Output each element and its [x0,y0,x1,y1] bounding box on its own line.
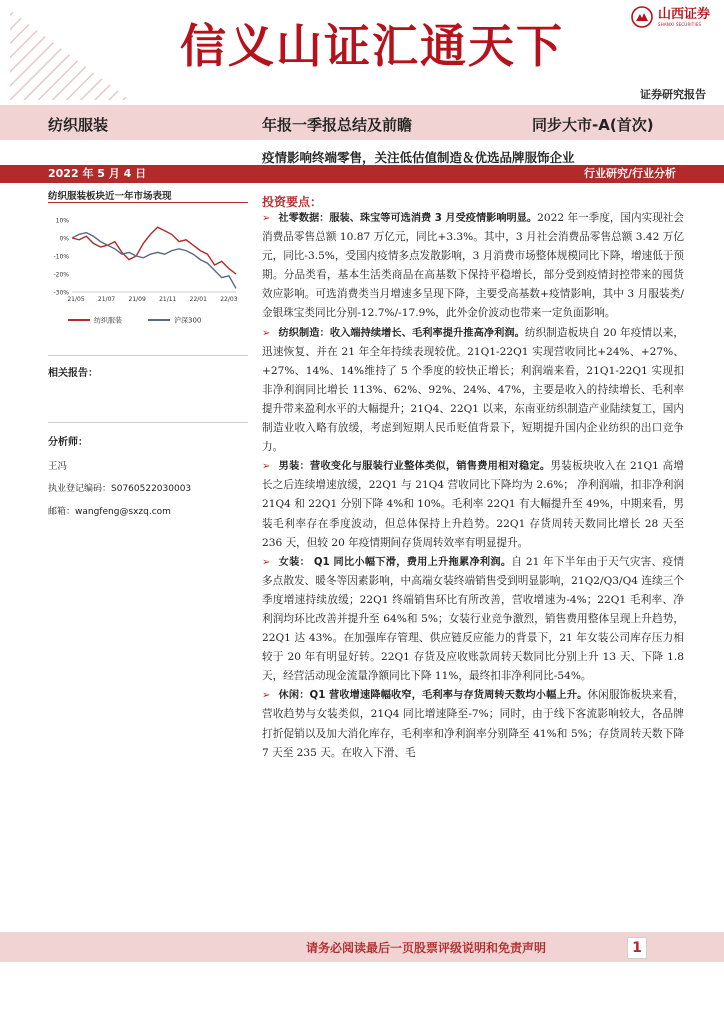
chart-title: 纺织服装板块近一年市场表现 [48,191,172,202]
key-points-title: 投资要点： [262,195,323,209]
key-point-lead: 女装： Q1 同比小幅下滑，费用上升拖累净利润。 [278,556,512,568]
key-point [262,686,684,762]
key-point-text: 休闲服饰板块来看，营收趋势与女装类似，21Q4 同比增速降至-7%；同时，由于线下客流影响较大，各品牌打折促销以及加大消化库存，毛利率和净利润率分别降至 41%和 5%；存货周转天数下降 7 天至 235 天。在收入下滑、毛 [262,689,685,759]
analyst-email[interactable]: 邮箱：wangfeng@sxzq.com [48,507,171,517]
arrow-icon: ➢ [262,213,271,224]
key-points-body [262,209,684,763]
analyst-label: 分析师： [48,437,88,448]
legend-label: 沪深300 [174,316,202,325]
x-tick-label: 21/05 [67,296,85,303]
y-tick-label: -30% [53,289,69,297]
report-title: 年报一季报总结及前瞻 [262,116,413,134]
brand-logo [631,6,710,28]
arrow-icon: ➢ [262,690,271,702]
key-point-lead: 社零数据：服装、珠宝等可选消费 3 月受疫情影响明显。 [278,213,538,224]
x-tick-label: 22/01 [189,296,207,303]
disclaimer: 请务必阅读最后一页股票评级说明和免责声明 [306,941,547,955]
rating: 同步大市-A(首次) [532,116,654,134]
key-point-text: 男装板块收入在 21Q1 高增长之后连续增速放缓，22Q1 与 21Q4 营收同比下降均为 2.6%； 净利润端，扣非净利润 21Q4 和 22Q1 分别下降 4%和 10%。毛利率 22Q1 有大幅提升至 49%，中期来看，男装毛利率存在季度波动，但总体保持上升趋势。22Q1 存货周转天数同比增长 28 天至 236 天，但较 20 年疫情期间存货周转效率有明显提升。 [262,460,685,549]
chart-rule [48,202,248,203]
divider [48,422,248,423]
slogan-text: 信义山证汇通天下 [180,19,564,73]
brand-name: 山西证券 [657,6,710,22]
slogan-logo [10,0,610,100]
legend-label: 纺织服装 [94,316,122,325]
brand-icon [631,6,653,28]
arrow-icon: ➢ [262,461,271,473]
arrow-icon: ➢ [262,556,271,568]
x-tick-label: 21/07 [97,296,116,303]
key-point [262,553,684,687]
related-reports-label: 相关报告： [48,368,98,379]
y-tick-label: -20% [53,271,69,279]
key-point-lead: 纺织制造：收入端持续增长、毛利率提升推高净利润。 [278,327,525,339]
arrow-icon: ➢ [262,327,271,339]
key-point [262,324,684,458]
x-tick-label: 21/11 [159,296,177,303]
key-point [262,457,684,552]
performance-chart [48,212,248,332]
report-category: 行业研究/行业分析 [583,167,676,180]
license-number: 执业登记编码：S0760522030003 [48,484,192,494]
analyst-name: 王冯 [48,461,68,472]
divider [48,355,248,356]
y-tick-label: 0% [59,235,69,243]
brand-name-en: SHANXI SECURITIES [657,21,702,27]
report-date: 2022 年 5 月 4 日 [48,167,147,180]
key-point [262,209,684,324]
report-type: 证券研究报告 [640,88,706,101]
x-tick-label: 21/09 [128,296,146,303]
key-point-text: 2022 年一季度，国内实现社会消费品零售总额 10.87 万亿元，同比+3.3%。其中，3 月社会消费品零售总额 3.42 万亿元，同比-3.5%，受国内疫情多点发散影响，3 月消费市场整体规模同比下降，增速低于预期。分品类看，基本生活类商品在高基数下保持平稳增长，部分受到疫情封控带来的囤货效应影响。可选消费类当月增速多呈现下降，主要受高基数+疫情影响，其中 3 月服装类/金银珠宝类同比分别-12.7%/-17.9%，此外金价波动也带来一定负面影响。 [262,212,685,320]
x-tick-label: 22/03 [220,296,238,303]
key-point-lead: 男装：营收变化与服装行业整体类似，销售费用相对稳定。 [278,461,551,473]
industry-label: 纺织服装 [48,116,109,134]
y-tick-label: -10% [53,253,69,261]
report-subtitle: 疫情影响终端零售，关注低估值制造＆优选品牌服饰企业 [262,150,575,165]
y-tick-label: 10% [55,217,69,225]
key-point-lead: 休闲：Q1 营收增速降幅收窄，毛利率与存货周转天数均小幅上升。 [278,690,588,702]
key-point-text: 自 21 年下半年由于天气灾害、疫情多点散发、暖冬等因素影响，中高端女装终端销售受到明显影响，21Q2/Q3/Q4 连续三个季度增速持续放缓；22Q1 终端销售环比有所改善，营收增速为-4%；22Q1 毛利率、净利润均环比改善并提升至 64%和 5%；女装行业竞争激烈，销售费用整体呈现上升趋势，22Q1 达 43%。在加强库存管理、供应链反应能力的背景下，21 年女装公司库存压力相较于 20 年有明显好转。22Q1 存货及应收账款周转天数同比分别上升 13 天、下降 1.8 天，经营活动现金流量净额同比下降 11%，最终扣非净利同比-54%。 [262,555,684,683]
page-number: 1 [627,937,647,959]
key-point-text: 纺织制造板块自 20 年疫情以来，迅速恢复、并在 21 年全年持续表现较优。21Q1-22Q1 实现营收同比+24%、+27%、+27%、14%、14%维持了 5 个季度的较快正增长；利润端来看，21Q1-22Q1 实现扣非净利润同比增长 113%、62%、92%、24%、47%，主要是收入的持续增长、毛利率提升带来盈利水平的大幅提升；21Q4、22Q1 以来，东南亚纺织制造产业陆续复工，国内制造业收入略有放缓，考虑到短期人民币贬值背景下，短期提升国内企业纺织的出口竞争力。 [262,326,684,454]
